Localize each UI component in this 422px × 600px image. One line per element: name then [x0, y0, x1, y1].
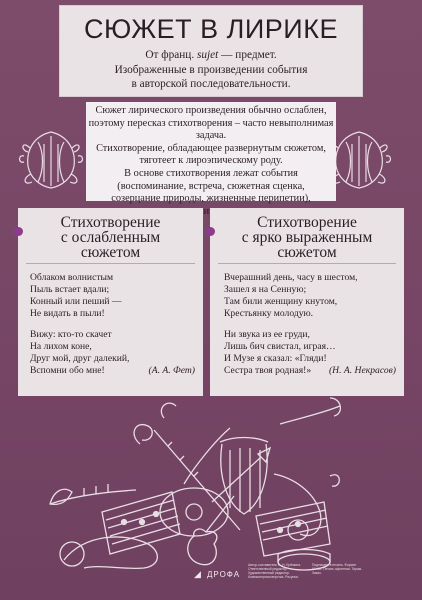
strong-plot-column — [210, 208, 404, 396]
divider — [218, 263, 396, 264]
definition-line-2: в авторской последовательности. — [131, 78, 291, 90]
poem-line: Друг мой, друг далекий, — [30, 353, 130, 364]
poem-author: (А. А. Фет) — [148, 365, 195, 376]
stanza — [224, 329, 396, 377]
etym-word: sujet — [196, 49, 219, 61]
intro-line: (воспоминание, встреча, сюжетная сценка, — [117, 180, 305, 192]
poem-line: Вижу: кто-то скачет — [30, 329, 112, 340]
stanza — [224, 272, 396, 320]
music-instruments-collage — [44, 384, 344, 576]
intro-line: Сюжет лирического произведения обычно ослаблен, — [95, 105, 327, 116]
poem-line: На лихом коне, — [30, 341, 92, 352]
stanza — [30, 272, 195, 320]
imprint-left: Автор-составитель Н. Н. Ерёмина. Ответственный редактор. Художественный редактор. Компьютерная верстка. Рисунки. — [248, 563, 301, 579]
intro-line: Стихотворение, обладающее развернутым сюжетом, — [96, 142, 326, 154]
publisher-name: ДРОФА — [207, 570, 241, 579]
publisher-logo-icon: ◢ — [194, 569, 201, 579]
page-title: СЮЖЕТ В ЛИРИКЕ — [84, 14, 338, 44]
etym-prefix: От франц. — [145, 49, 197, 61]
title-definition — [74, 48, 348, 92]
bullet-dot — [206, 227, 215, 236]
stanza — [30, 329, 195, 377]
poem-line: Ни звука из ее груди, — [224, 329, 310, 340]
poem-line: Лишь бич свистал, играя… — [224, 341, 336, 352]
intro-line: созерцание природы, жизненные перипетии), — [111, 193, 311, 205]
definition-line-1: Изображенные в произведении события — [114, 63, 308, 76]
heading-line: с ослабленным — [60, 229, 161, 246]
poem-line: Там били женщину кнутом, — [224, 296, 338, 307]
etym-suffix: — предмет. — [218, 49, 277, 61]
imprint-right: Подписано в печать. Формат 60×90. Печать офсетная. Тираж. Заказ. — [312, 563, 363, 575]
heading-line: с ярко выраженным — [241, 229, 373, 246]
header-card — [60, 6, 362, 96]
poem-line: Крестьянку молодую. — [224, 308, 314, 319]
column-heading — [24, 215, 197, 260]
poem-line: Пыль встает вдали; — [30, 284, 110, 295]
heading-line: сюжетом — [277, 244, 337, 261]
poem-line: Не видать в пыли! — [30, 308, 105, 319]
heading-line: сюжетом — [80, 244, 141, 261]
poem-line: Конный или пеший — — [30, 296, 122, 307]
heading-line: Стихотворение — [60, 214, 161, 231]
lyre-ornament-icon — [16, 126, 86, 192]
weak-plot-column — [18, 208, 203, 396]
poem-nekrasov — [224, 272, 396, 386]
poem-line: Сестра твоя родная!» — [224, 365, 312, 376]
intro-line: тяготеет к лироэпическому роду. — [139, 155, 283, 167]
column-heading — [216, 215, 398, 260]
intro-text-box — [86, 102, 336, 205]
heading-line: Стихотворение — [257, 214, 357, 231]
divider — [26, 263, 195, 264]
poem-line: Зашел я на Сенную; — [224, 284, 307, 295]
intro-line: поэтому пересказ стихотворения – часто невыполнимая задача. — [88, 117, 334, 142]
bullet-dot — [14, 227, 23, 236]
poem-line: Вспомни обо мне! — [30, 365, 105, 376]
poem-line: И Музе я сказал: «Гляди! — [224, 353, 327, 364]
poem-fet — [30, 272, 195, 386]
poem-line: Вчерашний день, часу в шестом, — [224, 272, 358, 283]
poem-author: (Н. А. Некрасов) — [328, 365, 396, 376]
intro-line: В основе стихотворения лежат события — [124, 167, 298, 179]
poem-line: Облаком волнистым — [30, 272, 114, 283]
